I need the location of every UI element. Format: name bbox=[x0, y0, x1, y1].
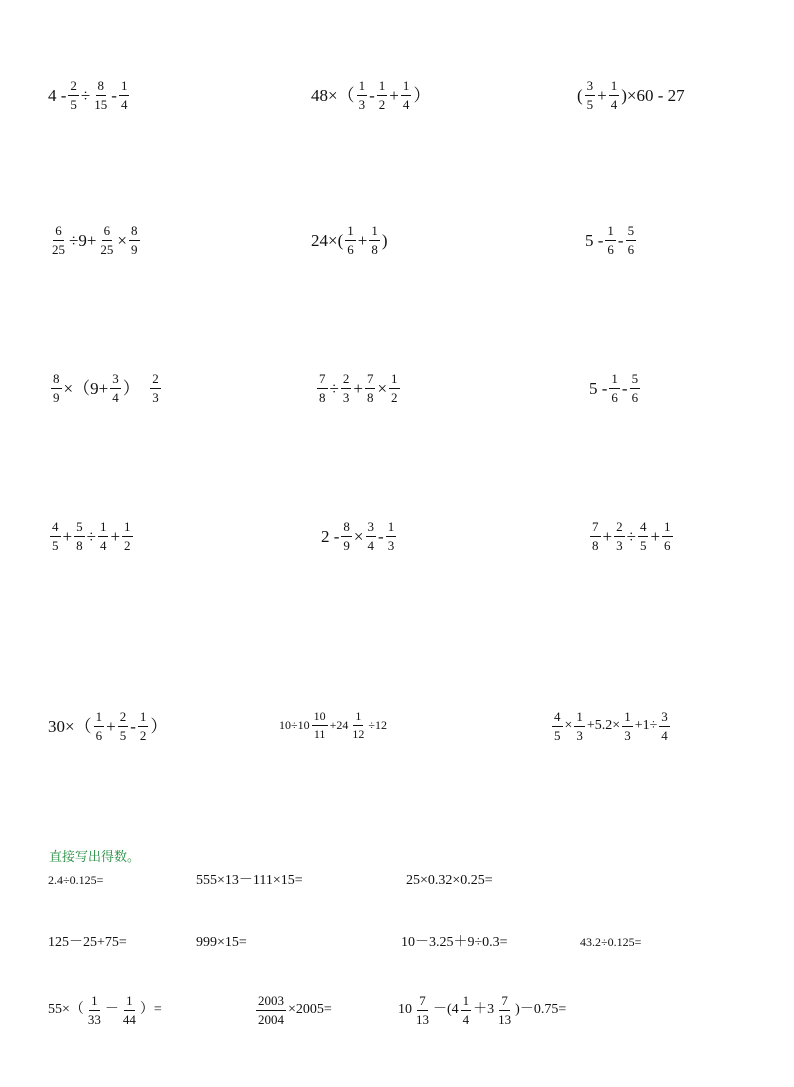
expression-text: ÷9+ bbox=[69, 230, 97, 250]
expression-text: 24×( bbox=[311, 230, 344, 250]
exercise-expression bbox=[550, 710, 672, 742]
fraction bbox=[574, 710, 585, 742]
exercise-expression bbox=[48, 710, 167, 742]
expression-text: + bbox=[106, 716, 116, 736]
fraction-denominator: 5 bbox=[119, 727, 127, 743]
fraction-denominator: 9 bbox=[53, 389, 60, 405]
fraction bbox=[622, 710, 633, 742]
fraction-numerator: 2 bbox=[614, 520, 625, 537]
fraction-denominator: 8 bbox=[366, 389, 374, 405]
expression-text: 555×13－111×15= bbox=[196, 873, 303, 888]
fraction bbox=[74, 520, 85, 552]
fraction-numerator: 1 bbox=[94, 710, 105, 727]
fraction bbox=[86, 994, 103, 1026]
fraction-numerator: 5 bbox=[626, 224, 637, 241]
fraction bbox=[50, 520, 61, 552]
fraction-denominator: 11 bbox=[313, 726, 326, 741]
fraction-numerator: 2 bbox=[68, 79, 79, 96]
fraction bbox=[638, 520, 649, 552]
fraction-denominator: 33 bbox=[87, 1011, 101, 1027]
fraction bbox=[256, 994, 286, 1026]
expression-text: - bbox=[378, 526, 384, 546]
fraction-numerator: 1 bbox=[609, 372, 620, 389]
exercise-expression bbox=[311, 224, 388, 256]
expression-text: ÷12 bbox=[368, 718, 387, 733]
fraction bbox=[614, 520, 625, 552]
fraction-numerator: 8 bbox=[96, 79, 107, 96]
expression-text: - bbox=[369, 85, 375, 105]
fraction bbox=[659, 710, 670, 742]
fraction-numerator: 7 bbox=[365, 372, 376, 389]
fraction bbox=[312, 710, 328, 740]
expression-text: - bbox=[617, 230, 624, 250]
expression-text: ÷ bbox=[329, 378, 339, 398]
expression-text: 5 - bbox=[585, 230, 604, 250]
fraction bbox=[357, 79, 368, 111]
fraction-denominator: 4 bbox=[367, 537, 375, 553]
fraction bbox=[609, 79, 620, 111]
expression-text: ÷ bbox=[80, 85, 91, 105]
fraction-numerator: 6 bbox=[53, 224, 64, 241]
fraction bbox=[51, 372, 62, 404]
expression-text: 30×（ bbox=[48, 716, 92, 736]
fraction-numerator: 1 bbox=[122, 520, 133, 537]
fraction bbox=[341, 372, 352, 404]
fraction bbox=[626, 224, 637, 256]
quick-calc-expression bbox=[48, 936, 127, 950]
fraction-denominator: 2 bbox=[124, 537, 131, 553]
expression-text: － bbox=[104, 1002, 119, 1018]
fraction-numerator: 1 bbox=[401, 79, 412, 96]
expression-text: - bbox=[130, 716, 136, 736]
fraction bbox=[389, 372, 400, 404]
fraction-denominator: 5 bbox=[70, 96, 77, 112]
fraction-numerator: 6 bbox=[102, 224, 113, 241]
fraction-numerator: 4 bbox=[552, 710, 563, 727]
fraction-denominator: 8 bbox=[592, 537, 599, 553]
fraction bbox=[92, 79, 109, 111]
expression-text: × bbox=[117, 230, 128, 250]
exercise-expression bbox=[48, 520, 135, 552]
quick-calc-expression bbox=[196, 874, 303, 888]
fraction-denominator: 25 bbox=[100, 241, 114, 257]
expression-text: ） bbox=[122, 378, 149, 398]
expression-text: －(4 bbox=[433, 1002, 459, 1018]
fraction-numerator: 7 bbox=[590, 520, 601, 537]
fraction-denominator: 15 bbox=[94, 96, 108, 112]
exercise-expression bbox=[589, 372, 642, 404]
expression-text: 55×（ bbox=[48, 1002, 84, 1018]
fraction-numerator: 3 bbox=[366, 520, 377, 537]
fraction-denominator: 2 bbox=[139, 727, 147, 743]
expression-text: +24 bbox=[329, 718, 349, 733]
quick-calc-expression bbox=[580, 936, 641, 948]
fraction-denominator: 5 bbox=[586, 96, 594, 112]
expression-text: ) bbox=[381, 230, 388, 250]
expression-text: + bbox=[597, 85, 607, 105]
fraction-denominator: 3 bbox=[616, 537, 623, 553]
expression-text: 999×15= bbox=[196, 935, 247, 950]
fraction-denominator: 8 bbox=[76, 537, 83, 553]
fraction-denominator: 3 bbox=[576, 727, 583, 743]
fraction-numerator: 5 bbox=[630, 372, 641, 389]
fraction-denominator: 9 bbox=[131, 241, 138, 257]
expression-text: + bbox=[353, 378, 363, 398]
fraction-denominator: 6 bbox=[627, 241, 635, 257]
fraction bbox=[590, 520, 601, 552]
expression-text: 43.2÷0.125= bbox=[580, 935, 642, 949]
fraction-numerator: 1 bbox=[119, 79, 130, 96]
fraction bbox=[122, 520, 133, 552]
fraction bbox=[365, 372, 376, 404]
expression-text: 10÷10 bbox=[279, 718, 310, 733]
fraction-numerator: 2 bbox=[341, 372, 352, 389]
expression-text: + bbox=[62, 526, 73, 546]
expression-text: × bbox=[353, 526, 364, 546]
fraction-numerator: 1 bbox=[124, 994, 135, 1011]
fraction bbox=[496, 994, 513, 1026]
expression-text: ＋3 bbox=[473, 1002, 495, 1018]
expression-text: +1÷ bbox=[634, 718, 658, 734]
fraction-denominator: 3 bbox=[387, 537, 395, 553]
expression-text: 25×0.32×0.25= bbox=[406, 873, 493, 888]
fraction-numerator: 1 bbox=[377, 79, 388, 96]
fraction-numerator: 1 bbox=[461, 994, 472, 1011]
fraction-numerator: 8 bbox=[129, 224, 140, 241]
fraction-denominator: 3 bbox=[342, 389, 350, 405]
fraction-denominator: 9 bbox=[343, 537, 350, 553]
exercise-expression bbox=[48, 224, 142, 256]
fraction-numerator: 1 bbox=[662, 520, 673, 537]
quick-calc-expression bbox=[254, 994, 332, 1026]
expression-text: × bbox=[564, 718, 573, 734]
fraction-numerator: 8 bbox=[341, 520, 352, 537]
fraction-numerator: 3 bbox=[659, 710, 670, 727]
expression-text: ×（9+ bbox=[63, 378, 109, 398]
fraction-numerator: 5 bbox=[74, 520, 85, 537]
expression-text: 125－25+75= bbox=[48, 935, 127, 950]
fraction-numerator: 3 bbox=[585, 79, 596, 96]
exercise-expression bbox=[585, 224, 638, 256]
fraction bbox=[94, 710, 105, 742]
fraction bbox=[585, 79, 596, 111]
fraction-denominator: 4 bbox=[610, 96, 618, 112]
fraction-numerator: 1 bbox=[389, 372, 400, 389]
fraction-numerator: 2 bbox=[118, 710, 129, 727]
expression-text: 4 - bbox=[48, 85, 67, 105]
fraction bbox=[121, 994, 138, 1026]
expression-text: ÷ bbox=[86, 526, 96, 546]
fraction-denominator: 6 bbox=[611, 389, 618, 405]
expression-text: 2.4÷0.125= bbox=[48, 873, 104, 887]
fraction-denominator: 5 bbox=[52, 537, 59, 553]
fraction-numerator: 8 bbox=[51, 372, 62, 389]
quick-calc-expression bbox=[398, 994, 566, 1026]
fraction bbox=[366, 520, 377, 552]
quick-calc-expression bbox=[48, 994, 162, 1026]
expression-text: ）= bbox=[139, 1002, 162, 1018]
fraction-denominator: 4 bbox=[462, 1011, 470, 1027]
expression-text: + bbox=[389, 85, 399, 105]
fraction-denominator: 8 bbox=[371, 241, 378, 257]
fraction-numerator: 7 bbox=[317, 372, 328, 389]
fraction-denominator: 6 bbox=[95, 727, 103, 743]
exercise-expression bbox=[577, 79, 685, 111]
fraction-denominator: 5 bbox=[639, 537, 647, 553]
fraction-denominator: 6 bbox=[607, 241, 614, 257]
expression-text: × bbox=[377, 378, 388, 398]
exercise-expression bbox=[588, 520, 675, 552]
quick-calc-expression bbox=[401, 936, 508, 950]
fraction-denominator: 2 bbox=[391, 389, 398, 405]
fraction-numerator: 1 bbox=[357, 79, 368, 96]
fraction-numerator: 1 bbox=[138, 710, 149, 727]
section-heading: 直接写出得数。 bbox=[49, 850, 141, 865]
expression-text: - bbox=[621, 378, 628, 398]
expression-text: + bbox=[650, 526, 661, 546]
fraction-numerator: 1 bbox=[622, 710, 633, 727]
fraction-numerator: 1 bbox=[369, 224, 380, 241]
exercise-expression bbox=[279, 710, 387, 740]
expression-text: 5 - bbox=[589, 378, 608, 398]
exercise-expression bbox=[321, 520, 398, 552]
fraction-denominator: 4 bbox=[112, 389, 119, 405]
expression-text: + bbox=[357, 230, 368, 250]
fraction-denominator: 12 bbox=[352, 726, 365, 741]
expression-text: 48×（ bbox=[311, 85, 355, 105]
fraction-numerator: 2003 bbox=[256, 994, 286, 1011]
quick-calc-expression bbox=[48, 874, 103, 886]
fraction bbox=[129, 224, 140, 256]
fraction bbox=[662, 520, 673, 552]
fraction-denominator: 6 bbox=[664, 537, 671, 553]
exercise-expression bbox=[315, 372, 402, 404]
fraction-denominator: 2 bbox=[378, 96, 386, 112]
fraction-denominator: 3 bbox=[152, 389, 159, 405]
fraction-numerator: 1 bbox=[609, 79, 620, 96]
fraction-numerator: 7 bbox=[499, 994, 510, 1011]
expression-text: - bbox=[111, 85, 117, 105]
fraction bbox=[605, 224, 616, 256]
fraction-numerator: 4 bbox=[50, 520, 61, 537]
fraction-denominator: 6 bbox=[347, 241, 354, 257]
expression-text: ×2005= bbox=[288, 1002, 332, 1018]
fraction bbox=[98, 520, 109, 552]
fraction-denominator: 3 bbox=[624, 727, 631, 743]
fraction-numerator: 1 bbox=[345, 224, 356, 241]
fraction-denominator: 4 bbox=[661, 727, 668, 743]
fraction bbox=[150, 372, 161, 404]
fraction bbox=[377, 79, 388, 111]
fraction bbox=[345, 224, 356, 256]
expression-text: )－0.75= bbox=[515, 1002, 567, 1018]
fraction bbox=[68, 79, 79, 111]
fraction bbox=[369, 224, 380, 256]
expression-text: 10－3.25＋9÷0.3= bbox=[401, 935, 508, 950]
fraction bbox=[50, 224, 67, 256]
expression-text: ÷ bbox=[626, 526, 636, 546]
fraction-denominator: 13 bbox=[416, 1011, 429, 1027]
fraction-denominator: 3 bbox=[358, 96, 366, 112]
fraction-denominator: 5 bbox=[554, 727, 561, 743]
fraction-numerator: 1 bbox=[89, 994, 100, 1011]
expression-text: +5.2× bbox=[586, 718, 621, 734]
expression-text: ） bbox=[413, 85, 431, 105]
fraction bbox=[386, 520, 397, 552]
expression-text: 10 bbox=[398, 1002, 412, 1018]
fraction bbox=[461, 994, 472, 1026]
fraction bbox=[552, 710, 563, 742]
fraction-denominator: 8 bbox=[319, 389, 326, 405]
expression-text: )×60 - 27 bbox=[621, 85, 685, 105]
fraction bbox=[350, 710, 366, 740]
fraction-denominator: 6 bbox=[631, 389, 639, 405]
fraction bbox=[119, 79, 130, 111]
fraction-numerator: 10 bbox=[312, 710, 328, 726]
fraction-numerator: 1 bbox=[386, 520, 397, 537]
fraction bbox=[98, 224, 115, 256]
exercise-expression bbox=[49, 372, 163, 404]
fraction-numerator: 1 bbox=[98, 520, 109, 537]
fraction-denominator: 4 bbox=[99, 537, 107, 553]
fraction-denominator: 25 bbox=[52, 241, 65, 257]
fraction bbox=[341, 520, 352, 552]
fraction-denominator: 13 bbox=[498, 1011, 512, 1027]
fraction-numerator: 1 bbox=[605, 224, 616, 241]
fraction-numerator: 4 bbox=[638, 520, 649, 537]
fraction bbox=[609, 372, 620, 404]
fraction-numerator: 1 bbox=[574, 710, 585, 727]
fraction bbox=[317, 372, 328, 404]
expression-text: + bbox=[602, 526, 613, 546]
fraction-denominator: 4 bbox=[402, 96, 410, 112]
exercise-expression bbox=[48, 79, 131, 111]
expression-text: ） bbox=[150, 716, 168, 736]
expression-text: ( bbox=[577, 85, 583, 105]
fraction-numerator: 1 bbox=[353, 710, 363, 726]
fraction bbox=[118, 710, 129, 742]
fraction bbox=[110, 372, 121, 404]
quick-calc-expression bbox=[196, 936, 247, 950]
fraction-denominator: 44 bbox=[122, 1011, 136, 1027]
exercise-expression bbox=[311, 79, 430, 111]
fraction bbox=[414, 994, 431, 1026]
fraction-numerator: 7 bbox=[417, 994, 428, 1011]
fraction-denominator: 2004 bbox=[258, 1011, 284, 1027]
expression-text: 2 - bbox=[321, 526, 340, 546]
fraction-numerator: 3 bbox=[110, 372, 121, 389]
quick-calc-expression bbox=[406, 874, 493, 888]
fraction bbox=[401, 79, 412, 111]
fraction bbox=[138, 710, 149, 742]
expression-text: + bbox=[110, 526, 121, 546]
fraction-denominator: 4 bbox=[120, 96, 128, 112]
fraction bbox=[630, 372, 641, 404]
fraction-numerator: 2 bbox=[150, 372, 161, 389]
